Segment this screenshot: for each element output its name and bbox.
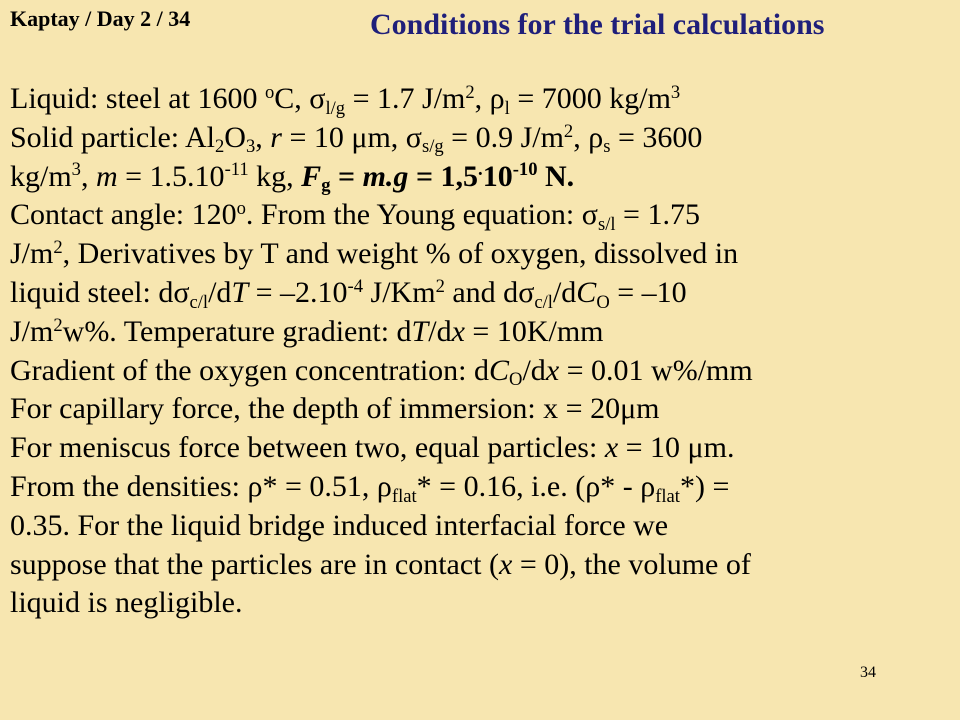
text-segment: 3: [670, 81, 681, 103]
text-segment: Contact angle: 120: [10, 198, 237, 232]
slide-title: Conditions for the trial calculations: [370, 8, 825, 41]
text-segment: liquid steel: d: [10, 275, 174, 309]
text-segment: w%. Temperature gradient: d: [62, 314, 412, 348]
text-segment: = 10 μm.: [618, 431, 735, 465]
text-segment: 3: [71, 159, 81, 181]
text-segment: *) =: [679, 469, 730, 503]
text-segment: = 10K/mm: [464, 314, 604, 348]
text-segment: -10: [512, 159, 538, 181]
text-segment: /d: [428, 314, 452, 348]
text-line-1: [10, 80, 940, 119]
text-segment: m: [95, 159, 118, 193]
text-segment: σ: [581, 198, 598, 232]
text-segment: ρ: [588, 120, 604, 154]
text-segment: l/g: [325, 97, 346, 119]
text-segment: σ: [309, 82, 326, 115]
text-segment: σ: [173, 275, 190, 309]
text-segment: x: [604, 431, 619, 465]
text-segment: C: [576, 275, 597, 309]
text-segment: = 0.9 J/m: [443, 120, 564, 154]
text-segment: and d: [444, 275, 519, 309]
text-segment: ρ: [640, 469, 656, 503]
text-segment: = 0), the volume of: [512, 547, 751, 581]
text-segment: /d: [208, 275, 232, 309]
text-segment: r: [270, 120, 282, 154]
text-segment: s: [603, 136, 611, 158]
text-segment: = –10: [609, 275, 687, 309]
text-segment: x: [545, 353, 560, 387]
text-segment: 2: [214, 136, 225, 158]
text-segment: J/Km: [363, 275, 436, 309]
text-line-7: [10, 313, 940, 352]
text-segment: Gradient of the oxygen concentration: d: [10, 353, 490, 387]
text-line-6: [10, 274, 940, 313]
text-segment: F: [301, 159, 322, 193]
text-segment: For meniscus force between two, equal particles:: [10, 431, 605, 465]
text-segment: * -: [600, 469, 641, 503]
text-segment: ,: [80, 159, 96, 193]
text-segment: = 1.7 J/m: [345, 82, 466, 115]
text-segment: * = 0.51,: [262, 469, 377, 503]
text-segment: = 0.01 w%/mm: [559, 353, 753, 387]
text-segment: kg/m: [10, 159, 72, 193]
text-segment: J/m: [10, 314, 54, 348]
text-segment: .: [478, 159, 483, 181]
text-segment: O: [596, 291, 610, 313]
text-segment: N.: [537, 159, 575, 193]
text-line-13: [10, 546, 940, 585]
text-segment: suppose that the particles are in contact (: [10, 547, 499, 581]
text-segment: 3: [245, 136, 256, 158]
text-segment: m.g: [362, 159, 409, 193]
text-segment: = 7000 kg/m: [509, 82, 671, 115]
text-segment: kg,: [248, 159, 302, 193]
text-segment: C: [489, 353, 510, 387]
text-segment: ,: [474, 82, 490, 115]
text-segment: flat: [655, 485, 680, 507]
text-line-11: [10, 468, 940, 507]
text-segment: T: [231, 275, 249, 309]
text-segment: = 1.5.10: [117, 159, 225, 193]
text-segment: = 1.75: [615, 198, 700, 232]
text-segment: = –2.10: [248, 275, 348, 309]
text-line-4: [10, 196, 940, 235]
text-segment: * = 0.16, i.e. (: [416, 469, 586, 503]
text-segment: , Derivatives by T and weight % of oxygen, dissolved in: [62, 237, 739, 271]
text-segment: ,: [573, 120, 589, 154]
text-segment: σ: [405, 120, 422, 154]
page-number: 34: [860, 664, 876, 681]
text-segment: 2: [465, 81, 475, 103]
text-segment: = 1,5: [408, 159, 479, 193]
text-segment: /d: [552, 275, 577, 309]
text-segment: 0.35. For the liquid bridge induced interfacial force we: [10, 508, 669, 542]
text-segment: 2: [53, 236, 63, 258]
text-segment: 2: [435, 275, 445, 297]
text-segment: o: [264, 81, 275, 103]
text-segment: = 10 μm,: [281, 120, 406, 154]
text-segment: ρ: [247, 469, 263, 503]
text-segment: 10: [482, 159, 513, 193]
text-line-5: [10, 235, 940, 274]
text-segment: l: [504, 97, 510, 119]
text-segment: ρ: [585, 469, 601, 503]
text-segment: T: [411, 314, 429, 348]
text-segment: c/l: [189, 291, 209, 313]
text-segment: Liquid: steel at 1600: [10, 82, 265, 115]
text-segment: J/m: [10, 237, 54, 271]
text-segment: s/l: [597, 213, 616, 235]
course-label: Kaptay / Day 2 / 34: [10, 6, 191, 31]
text-segment: O: [224, 120, 246, 154]
text-segment: g: [321, 175, 331, 197]
text-segment: C,: [274, 82, 310, 115]
text-segment: flat: [391, 485, 417, 507]
text-segment: liquid is negligible.: [10, 586, 243, 620]
text-segment: From the densities:: [10, 469, 248, 503]
text-segment: ρ: [489, 82, 505, 115]
text-segment: o: [236, 198, 246, 220]
text-segment: ,: [255, 120, 271, 154]
text-segment: Solid particle: Al: [10, 120, 215, 154]
text-line-3: [10, 158, 940, 197]
text-segment: ρ: [376, 469, 392, 503]
text-line-9: [10, 390, 940, 429]
text-line-10: [10, 429, 940, 468]
text-segment: -11: [224, 159, 249, 181]
slide-body: [10, 80, 940, 623]
text-segment: 2: [53, 314, 63, 336]
text-segment: = 3600: [610, 120, 703, 154]
text-segment: O: [509, 369, 523, 391]
text-segment: c/l: [534, 291, 553, 313]
text-segment: 2: [563, 120, 574, 142]
text-segment: x: [451, 314, 465, 348]
text-segment: σ: [518, 275, 535, 309]
text-segment: x: [498, 547, 513, 581]
text-line-12: [10, 507, 940, 546]
text-line-2: [10, 119, 940, 158]
text-segment: . From the Young equation:: [245, 198, 582, 232]
text-segment: s/g: [421, 136, 444, 158]
text-segment: -4: [347, 275, 364, 297]
text-line-14: [10, 584, 940, 623]
text-line-8: [10, 352, 940, 391]
text-segment: =: [330, 159, 363, 193]
text-segment: For capillary force, the depth of immersion: x = 20μm: [10, 392, 660, 426]
text-segment: /d: [522, 353, 546, 387]
